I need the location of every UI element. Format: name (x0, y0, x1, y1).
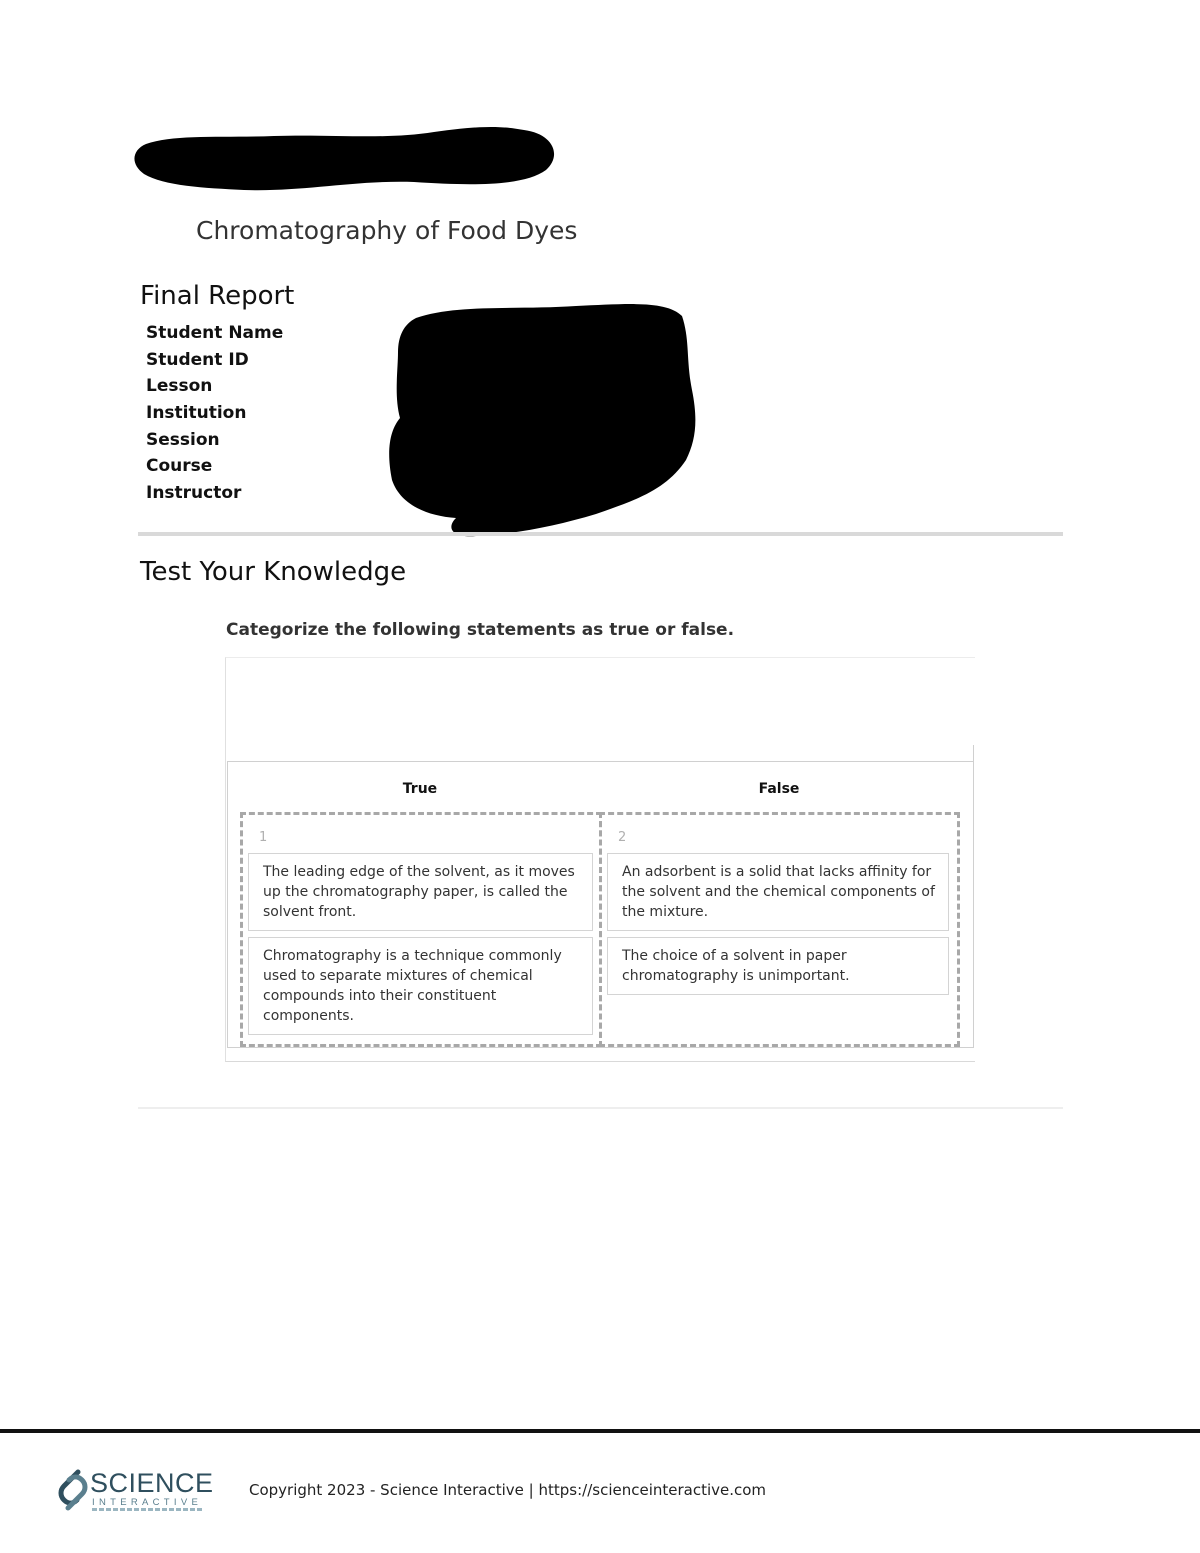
statement-card[interactable]: Chromatography is a technique commonly used to separate mixtures of chemical compounds into their constituent components. (248, 937, 593, 1035)
footer-rule (0, 1429, 1200, 1433)
logo-tagline (92, 1508, 204, 1511)
copyright-text: Copyright 2023 - Science Interactive | https://scienceinteractive.com (249, 1481, 767, 1499)
student-info-labels (146, 320, 283, 507)
drop-zone-true[interactable] (240, 812, 602, 1047)
science-interactive-logo (56, 1468, 216, 1516)
report-heading: Final Report (140, 281, 295, 311)
lab-title: Chromatography of Food Dyes (196, 216, 578, 245)
label-instructor: Instructor (146, 483, 242, 504)
question-prompt: Categorize the following statements as true or false. (226, 620, 735, 640)
label-session: Session (146, 429, 220, 450)
statement-card[interactable]: The leading edge of the solvent, as it moves up the chromatography paper, is called the solvent front. (248, 853, 593, 931)
drop-zone-false[interactable] (599, 812, 960, 1047)
logo-link-icon (56, 1468, 90, 1512)
zone-number: 2 (618, 830, 627, 845)
label-lesson: Lesson (146, 376, 213, 397)
label-course: Course (146, 456, 213, 477)
redacted-name-mark (134, 126, 556, 192)
column-header-true: True (402, 781, 438, 797)
statement-card[interactable]: The choice of a solvent in paper chromatography is unimportant. (607, 937, 949, 995)
zone-number: 1 (259, 830, 268, 845)
logo-wordmark-science: SCIENCE (90, 1468, 214, 1498)
label-institution: Institution (146, 403, 247, 424)
section-heading: Test Your Knowledge (140, 557, 407, 587)
logo-wordmark-interactive: INTERACTIVE (92, 1497, 203, 1508)
section-divider (138, 532, 1063, 536)
redacted-info-mark (386, 300, 698, 540)
label-student-name: Student Name (146, 323, 284, 343)
statement-card[interactable]: An adsorbent is a solid that lacks affinity for the solvent and the chemical components of the mixture. (607, 853, 949, 931)
label-student-id: Student ID (146, 349, 249, 370)
column-header-false: False (758, 781, 800, 797)
section-end-divider (138, 1107, 1063, 1109)
